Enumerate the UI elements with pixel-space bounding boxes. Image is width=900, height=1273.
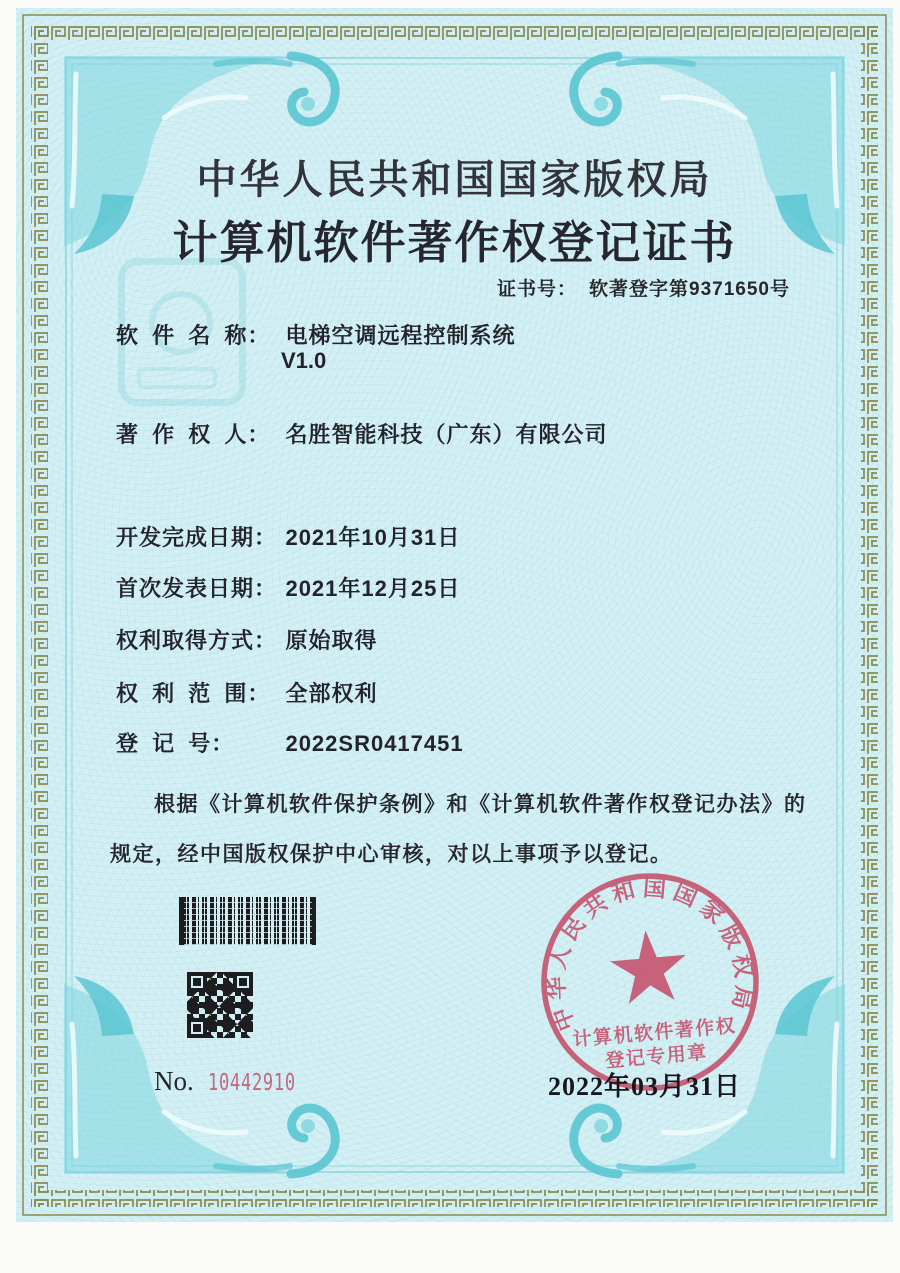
certificate-number-line: [497, 274, 790, 301]
field-label: 首次发表日期：: [116, 576, 278, 601]
field-value: 名胜智能科技（广东）有限公司: [285, 422, 608, 447]
registration-statement-line2: 规定，经中国版权保护中心审核，对以上事项予以登记。: [110, 843, 673, 866]
certificate-paper: [16, 8, 893, 1222]
field-rights-acquisition: [116, 624, 378, 653]
field-value: 2021年12月25日: [285, 576, 461, 601]
field-value: 原始取得: [285, 628, 378, 653]
emblem-watermark-base: [137, 367, 217, 389]
field-copyright-owner: [116, 418, 608, 447]
field-rights-scope: [116, 677, 378, 706]
official-seal: [535, 867, 765, 1097]
seal-arc-text: 中华人民共和国国家版权局: [542, 874, 758, 1035]
field-label: 软 件 名 称：: [116, 323, 271, 348]
certificate-title: 计算机软件著作权登记证书: [172, 218, 737, 268]
pdf417-barcode: [179, 897, 316, 945]
issue-date: 2022年03月31日: [548, 1072, 742, 1101]
field-software-name: [116, 319, 516, 348]
field-first-publish-date: [116, 572, 461, 601]
qr-finder-top-right: [233, 972, 253, 992]
field-value: 全部权利: [285, 681, 378, 706]
serial-number-value: 10442910: [207, 1070, 296, 1096]
field-label: 开发完成日期：: [116, 525, 278, 550]
field-value: 2022SR0417451: [285, 731, 464, 756]
serial-number-label: No.: [154, 1066, 194, 1096]
qr-finder-bottom-left: [187, 1018, 207, 1038]
seal-inner-line2: 登记专用章: [604, 1042, 709, 1073]
seal-inner-line1: 计算机软件著作权: [571, 1015, 738, 1051]
field-value: 电梯空调远程控制系统: [285, 323, 516, 348]
qr-finder-top-left: [187, 972, 207, 992]
field-registration-number: [116, 727, 464, 756]
seal-star-icon: [608, 927, 690, 1005]
serial-number-line: [154, 1066, 327, 1097]
issuing-authority-title: 中华人民共和国国家版权局: [196, 157, 713, 202]
registration-statement-line1: 根据《计算机软件保护条例》和《计算机软件著作权登记办法》的: [154, 793, 807, 816]
field-label: 登 记 号：: [116, 731, 235, 756]
software-version: V1.0: [281, 348, 327, 373]
field-dev-complete-date: [116, 521, 461, 550]
certificate-number-label: 证书号：: [497, 279, 578, 300]
qr-code: [187, 972, 253, 1038]
certificate-number-value: 软著登字第9371650号: [589, 279, 790, 300]
field-label: 著 作 权 人：: [116, 422, 271, 447]
field-label: 权 利 范 围：: [116, 681, 271, 706]
field-label: 权利取得方式：: [116, 628, 278, 653]
field-value: 2021年10月31日: [285, 525, 461, 550]
